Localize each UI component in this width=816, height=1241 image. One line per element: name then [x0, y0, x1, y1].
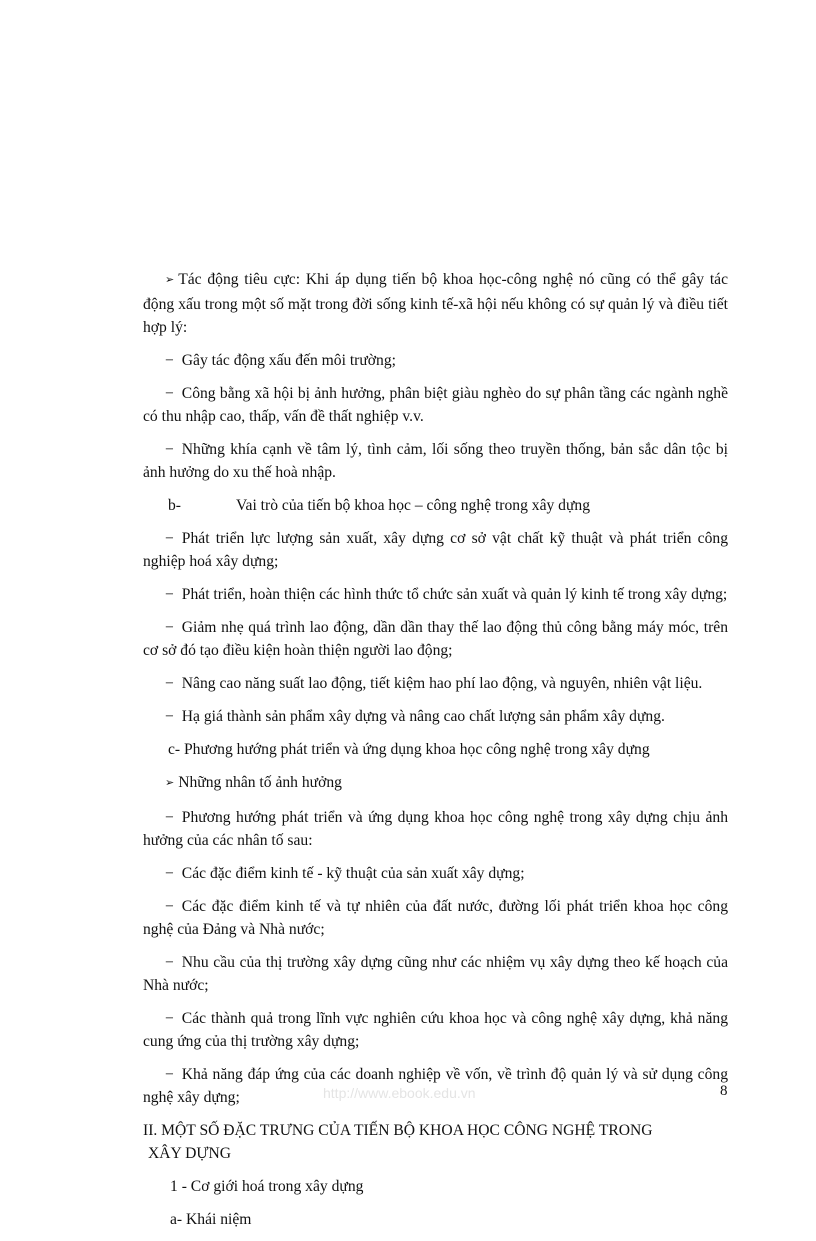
dash-bullet: −: [165, 352, 174, 369]
dash-bullet: −: [165, 385, 174, 402]
section-b-heading: b- Vai trò của tiến bộ khoa học – công nghệ trong xây dựng: [168, 497, 591, 514]
dash-bullet: −: [165, 865, 174, 882]
dash-bullet: −: [165, 530, 174, 547]
dash-bullet: −: [165, 586, 174, 603]
list-item: − Giảm nhẹ quá trình lao động, dần dần thay thế lao động thủ công bằng máy móc, trên cơ sở đó tạo điều kiện hoàn thiện người lao động;: [143, 619, 728, 659]
dash-bullet: −: [165, 1010, 174, 1027]
section-ii-heading-cont: XÂY DỰNG: [148, 1145, 231, 1162]
arrow-bullet-icon: ➢: [165, 274, 175, 286]
section-ii-heading: II. MỘT SỐ ĐẶC TRƯNG CỦA TIẾN BỘ KHOA HỌC CÔNG NGHỆ TRONG: [143, 1122, 653, 1139]
dash-bullet: −: [165, 619, 174, 636]
dash-bullet: −: [165, 675, 174, 692]
dash-bullet: −: [165, 954, 174, 971]
arrow-bullet-icon: ➢: [165, 777, 175, 789]
page-number: 8: [720, 1083, 728, 1099]
list-item: − Các đặc điểm kinh tế - kỹ thuật của sản xuất xây dựng;: [165, 865, 525, 882]
footer-url-watermark: http://www.ebook.edu.vn: [323, 1085, 476, 1101]
paragraph-negative-impact: ➢ Tác động tiêu cực: Khi áp dụng tiến bộ khoa học-công nghệ nó cũng có thể gây tác động xấu trong một số mặt trong đời sống kinh tế-xã hội nếu không có sự quản lý và điều tiết hợp lý:: [143, 271, 728, 336]
list-item: − Công bằng xã hội bị ảnh hưởng, phân biệt giàu nghèo do sự phân tầng các ngành nghề có thu nhập cao, thấp, vấn đề thất nghiệp v.v.: [143, 385, 728, 425]
list-item: − Những khía cạnh về tâm lý, tình cảm, lối sống theo truyền thống, bản sắc dân tộc bị ảnh hưởng do xu thế hoà nhập.: [143, 441, 728, 481]
list-item: − Phương hướng phát triển và ứng dụng khoa học công nghệ trong xây dựng chịu ảnh hưởng của các nhân tố sau:: [143, 809, 728, 849]
section-c-heading: c- Phương hướng phát triển và ứng dụng khoa học công nghệ trong xây dựng: [168, 741, 650, 758]
list-item: − Các thành quả trong lĩnh vực nghiên cứu khoa học và công nghệ xây dựng, khả năng cung ứng của thị trường xây dựng;: [143, 1010, 728, 1050]
dash-bullet: −: [165, 898, 174, 915]
dash-bullet: −: [165, 708, 174, 725]
list-item: − Khả năng đáp ứng của các doanh nghiệp về vốn, về trình độ quản lý và sử dụng công nghệ xây dựng;: [143, 1066, 728, 1106]
dash-bullet: −: [165, 809, 174, 826]
list-item: − Nâng cao năng suất lao động, tiết kiệm hao phí lao động, và nguyên, nhiên vật liệu.: [165, 675, 703, 692]
subsection-1-heading: 1 - Cơ giới hoá trong xây dựng: [170, 1178, 364, 1195]
list-item: − Hạ giá thành sản phẩm xây dựng và nâng cao chất lượng sản phẩm xây dựng.: [165, 708, 665, 725]
list-item: − Phát triển lực lượng sản xuất, xây dựng cơ sở vật chất kỹ thuật và phát triển công nghiệp hoá xây dựng;: [143, 530, 728, 570]
subheading-factors: ➢ Những nhân tố ảnh hưởng: [165, 774, 342, 791]
list-item: − Phát triển, hoàn thiện các hình thức tổ chức sản xuất và quản lý kinh tế trong xây dựng;: [165, 586, 728, 603]
list-item: − Các đặc điểm kinh tế và tự nhiên của đất nước, đường lối phát triển khoa học công nghệ của Đảng và Nhà nước;: [143, 898, 728, 938]
subsection-1a-heading: a- Khái niệm: [170, 1211, 252, 1228]
dash-bullet: −: [165, 1066, 174, 1083]
list-item: − Gây tác động xấu đến môi trường;: [165, 352, 396, 369]
dash-bullet: −: [165, 441, 174, 458]
list-item: − Nhu cầu của thị trường xây dựng cũng như các nhiệm vụ xây dựng theo kế hoạch của Nhà nước;: [143, 954, 728, 994]
